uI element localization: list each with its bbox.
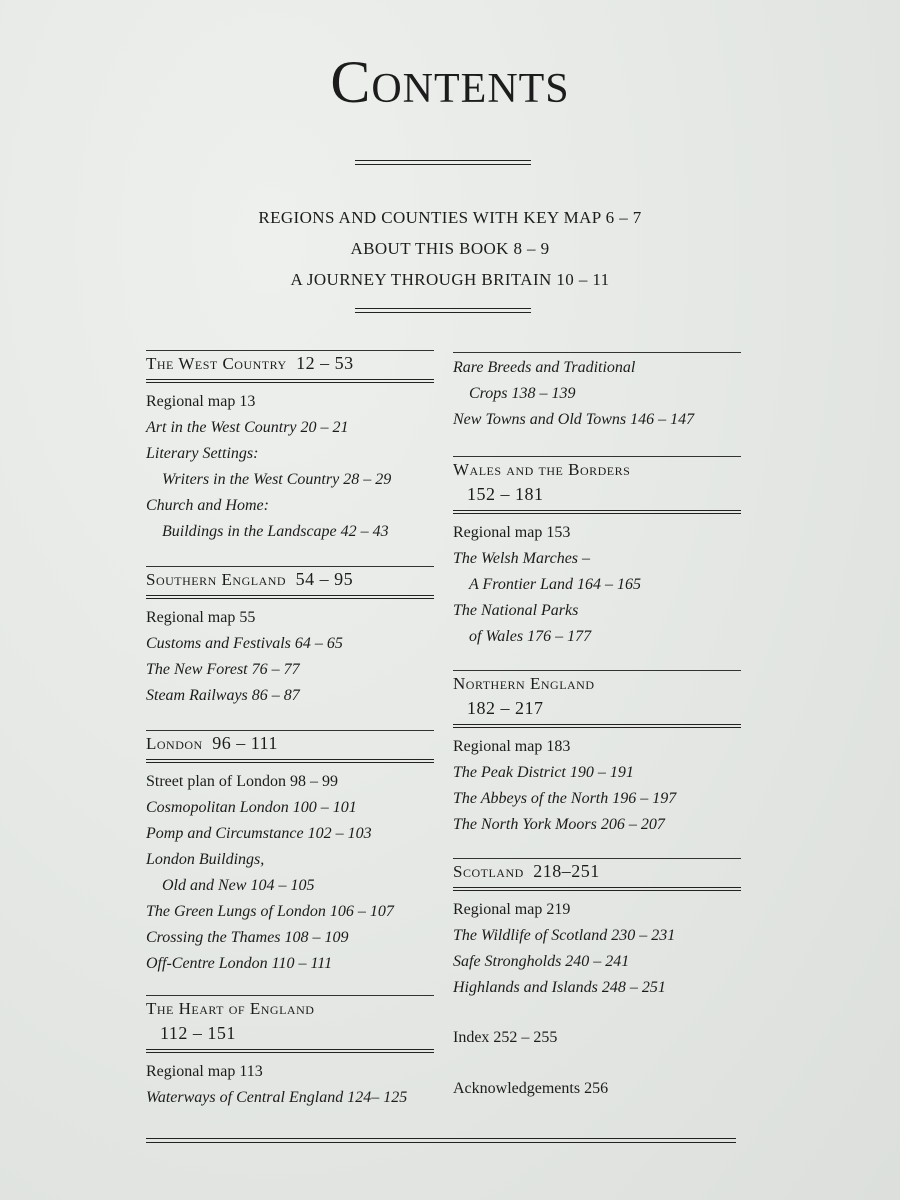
toc-entry[interactable]: of Wales 176 – 177 <box>469 628 592 645</box>
section-heading[interactable]: The West Country 12 – 53 <box>146 350 434 376</box>
toc-entry[interactable]: The North York Moors 206 – 207 <box>453 816 665 833</box>
section-rule <box>453 510 741 514</box>
toc-entry[interactable]: Regional map 113 <box>146 1063 263 1080</box>
bottom-rule <box>146 1138 736 1143</box>
index-entry[interactable]: Index 252 – 255 <box>453 1029 558 1046</box>
section-heart-continued <box>453 352 741 433</box>
section-rule <box>146 595 434 599</box>
toc-entry[interactable]: London Buildings, <box>146 851 265 868</box>
section-rule <box>453 724 741 728</box>
toc-entry[interactable]: Old and New 104 – 105 <box>162 877 315 894</box>
section-heading[interactable]: Wales and the Borders 152 – 181 <box>453 456 741 507</box>
section-rule <box>146 1049 434 1053</box>
toc-entry[interactable]: The Welsh Marches – <box>453 550 591 567</box>
section-heading[interactable]: The Heart of England 112 – 151 <box>146 995 434 1046</box>
toc-entry[interactable]: Steam Railways 86 – 87 <box>146 687 300 704</box>
toc-entry[interactable]: Waterways of Central England 124– 125 <box>146 1089 408 1106</box>
front-matter-rule <box>355 308 531 313</box>
toc-entry[interactable]: Highlands and Islands 248 – 251 <box>453 979 666 996</box>
acknowledgements-entry[interactable]: Acknowledgements 256 <box>453 1080 609 1097</box>
toc-entry[interactable]: The Peak District 190 – 191 <box>453 764 634 781</box>
toc-entry[interactable]: The Abbeys of the North 196 – 197 <box>453 790 677 807</box>
section-scotland <box>453 858 741 1001</box>
toc-entry[interactable]: Regional map 13 <box>146 393 256 410</box>
toc-entry[interactable]: Pomp and Circumstance 102 – 103 <box>146 825 372 842</box>
section-wales <box>453 456 741 650</box>
toc-entry[interactable]: Regional map 183 <box>453 738 571 755</box>
toc-entry[interactable]: The National Parks <box>453 602 579 619</box>
toc-entry[interactable]: The Green Lungs of London 106 – 107 <box>146 903 394 920</box>
toc-entry[interactable]: Customs and Festivals 64 – 65 <box>146 635 343 652</box>
section-heading[interactable]: Scotland 218–251 <box>453 858 741 884</box>
toc-entry[interactable]: Church and Home: <box>146 497 269 514</box>
toc-entry[interactable]: Regional map 153 <box>453 524 571 541</box>
front-matter-list <box>0 202 900 295</box>
section-rule <box>146 379 434 383</box>
toc-entry[interactable]: Off-Centre London 110 – 111 <box>146 955 333 972</box>
front-matter-item[interactable]: REGIONS AND COUNTIES WITH KEY MAP 6 – 7 <box>258 208 642 227</box>
page-title: Contents <box>330 49 570 115</box>
section-southern-england <box>146 566 434 709</box>
toc-entry[interactable]: Regional map 219 <box>453 901 571 918</box>
section-london <box>146 730 434 977</box>
section-rule <box>146 759 434 763</box>
section-heading[interactable]: London 96 – 111 <box>146 730 434 756</box>
toc-entry[interactable]: Crossing the Thames 108 – 109 <box>146 929 349 946</box>
toc-entry[interactable]: Street plan of London 98 – 99 <box>146 773 338 790</box>
toc-entry[interactable]: A Frontier Land 164 – 165 <box>469 576 642 593</box>
section-rule <box>453 887 741 891</box>
front-matter-item[interactable]: ABOUT THIS BOOK 8 – 9 <box>350 239 550 258</box>
toc-entry[interactable]: The Wildlife of Scotland 230 – 231 <box>453 927 676 944</box>
front-matter-item[interactable]: A JOURNEY THROUGH BRITAIN 10 – 11 <box>290 270 610 289</box>
toc-entry[interactable]: Rare Breeds and Traditional <box>453 359 636 376</box>
toc-entry[interactable]: New Towns and Old Towns 146 – 147 <box>453 411 695 428</box>
toc-entry[interactable]: Regional map 55 <box>146 609 256 626</box>
toc-entry[interactable]: Buildings in the Landscape 42 – 43 <box>162 523 389 540</box>
toc-entry[interactable]: Crops 138 – 139 <box>469 385 576 402</box>
toc-entry[interactable]: Safe Strongholds 240 – 241 <box>453 953 630 970</box>
title-rule <box>355 160 531 165</box>
section-heading[interactable]: Southern England 54 – 95 <box>146 566 434 592</box>
toc-entry[interactable]: Art in the West Country 20 – 21 <box>146 419 349 436</box>
section-northern-england <box>453 670 741 838</box>
toc-entry[interactable]: Writers in the West Country 28 – 29 <box>162 471 392 488</box>
toc-entry[interactable]: Cosmopolitan London 100 – 101 <box>146 799 357 816</box>
section-west-country <box>146 350 434 545</box>
section-heart-of-england <box>146 995 434 1111</box>
section-heading[interactable]: Northern England 182 – 217 <box>453 670 741 721</box>
toc-entry[interactable]: Literary Settings: <box>146 445 259 462</box>
toc-entry[interactable]: The New Forest 76 – 77 <box>146 661 300 678</box>
